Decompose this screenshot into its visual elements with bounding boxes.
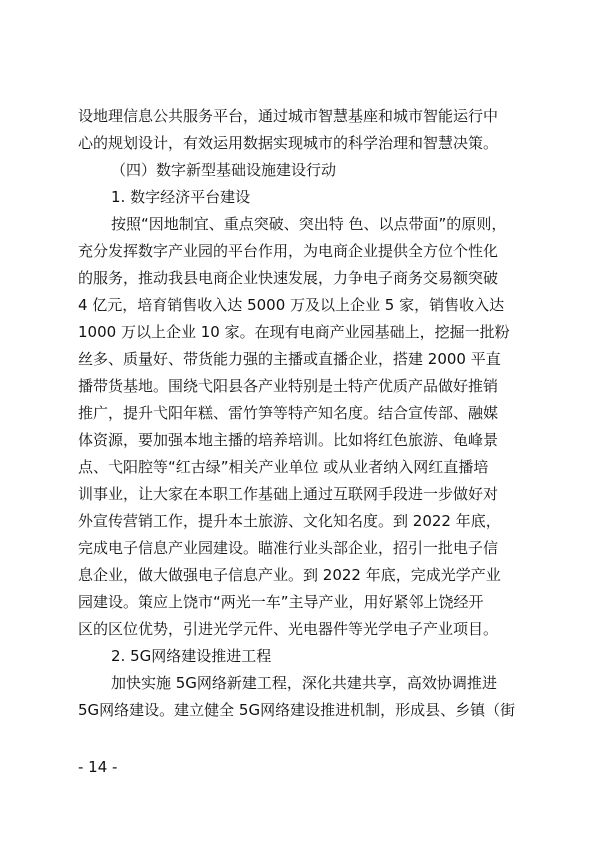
text-line: 4 亿元，培育销售收入达 5000 万及以上企业 5 家，销售收入达 — [78, 296, 505, 314]
text-line: 推广，提升弋阳年糕、雷竹笋等特产知名度。结合宣传部、融媒 — [78, 404, 499, 422]
text-line: 心的规划设计，有效运用数据实现城市的科学治理和智慧决策。 — [78, 134, 499, 152]
text-line: 的服务，推动我县电商企业快速发展，力争电子商务交易额突破 — [78, 269, 499, 287]
text-line: 息企业，做大做强电子信息产业。到 2022 年底，完成光学产业 — [78, 566, 501, 584]
text-line: 园建设。策应上饶市“两光一车”主导产业，用好紧邻上饶经开 — [78, 593, 484, 611]
section-heading: （四）数字新型基础设施建设行动 — [111, 161, 337, 179]
text-line: 体资源，要加强本地主播的培养培训。比如将红色旅游、龟峰景 — [78, 431, 499, 449]
text-line: 完成电子信息产业园建设。瞄准行业头部企业，招引一批电子信 — [78, 539, 499, 557]
paragraph-start: 加快实施 5G网络新建工程，深化共建共享，高效协调推进 — [111, 674, 497, 692]
paragraph-start: 按照“因地制宜、重点突破、突出特 色、以点带面”的原则， — [111, 215, 507, 233]
text-line: 播带货基地。围绕弋阳县各产业特别是土特产优质产品做好推销 — [78, 377, 499, 395]
text-line: 充分发挥数字产业园的平台作用，为电商企业提供全方位个性化 — [78, 242, 499, 260]
text-line: 丝多、质量好、带货能力强的主播或直播企业，搭建 2000 平直 — [78, 350, 501, 368]
body-text — [78, 103, 526, 724]
text-line: 区的区位优势，引进光学元件、光电器件等光学电子产业项目。 — [78, 620, 499, 638]
subsection-heading: 2. 5G网络建设推进工程 — [111, 647, 272, 665]
subsection-heading: 1. 数字经济平台建设 — [111, 188, 251, 206]
text-line: 5G网络建设。建立健全 5G网络建设推进机制，形成县、乡镇（街 — [78, 701, 516, 719]
page-number: - 14 - — [78, 758, 118, 776]
text-line: 外宣传营销工作，提升本土旅游、文化知名度。到 2022 年底， — [78, 512, 501, 530]
text-line: 点、弋阳腔等“红古绿”相关产业单位 或从业者纳入网红直播培 — [78, 458, 489, 476]
text-line: 1000 万以上企业 10 家。在现有电商产业园基础上，挖掘一批粉 — [78, 323, 510, 341]
text-line: 训事业，让大家在本职工作基础上通过互联网手段进一步做好对 — [78, 485, 499, 503]
text-line: 设地理信息公共服务平台，通过城市智慧基座和城市智能运行中 — [78, 107, 499, 125]
